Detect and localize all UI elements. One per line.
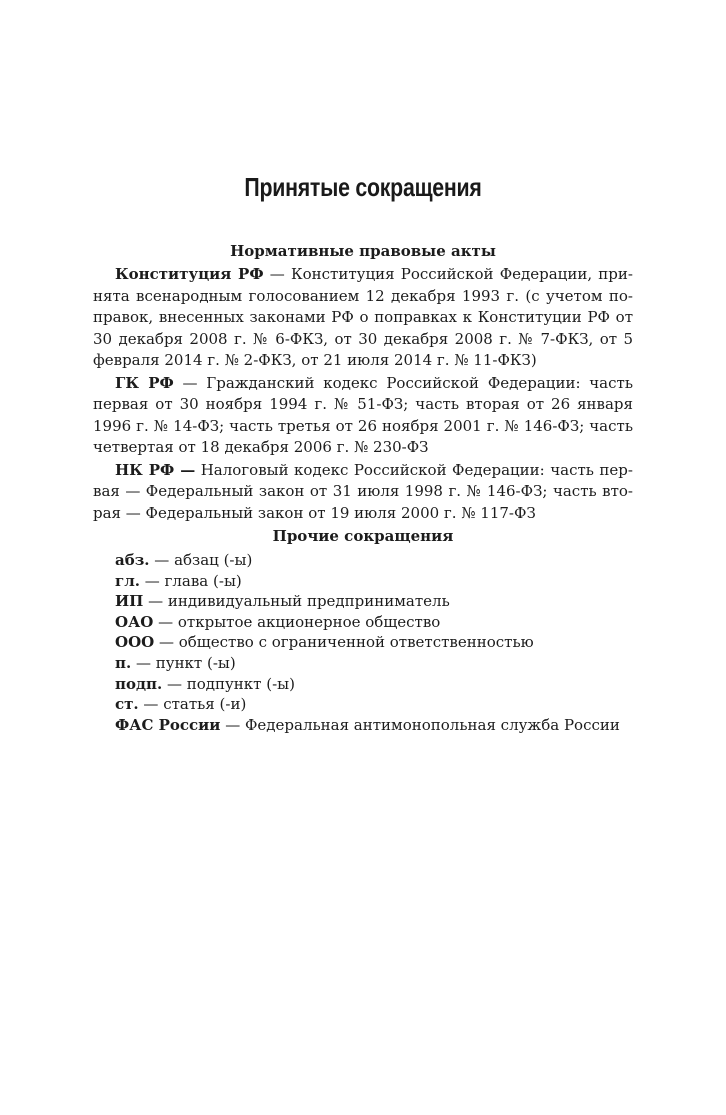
section-other-abbreviations (93, 525, 633, 547)
abbr-text: — подпункт (-ы) (162, 674, 295, 693)
section-legal-acts (93, 240, 633, 262)
abbr-text: — открытое акционерное общество (153, 612, 441, 631)
abbr-term: ООО (115, 633, 155, 652)
entry-civil-code (93, 373, 633, 459)
abbr-term: гл. (115, 571, 140, 590)
entry-separator: — (263, 265, 291, 283)
abbr-term: п. (115, 653, 132, 672)
page-title: Принятые сокращения (244, 172, 482, 202)
list-item (115, 550, 633, 571)
section-heading-legal-acts: Нормативные правовые акты (230, 242, 496, 260)
entry-term: ГК РФ (115, 373, 174, 392)
abbr-term: ИП (115, 592, 144, 611)
abbr-term: абз. (115, 551, 150, 569)
entry-tax-code (93, 460, 633, 525)
entry-term: Конституция РФ (115, 265, 264, 283)
list-item (115, 653, 633, 674)
entry-text: Налоговый кодекс Российской Федерации: часть первая — Федеральный закон от 31 июля 1998 г. № 146-ФЗ; часть вторая — Федеральный закон от 19 июля 2000 г. № 117-ФЗ (93, 460, 633, 522)
abbr-text: — пункт (-ы) (131, 653, 236, 672)
abbreviation-list (115, 550, 633, 735)
abbr-text: — абзац (-ы) (149, 551, 253, 569)
legal-acts-list (93, 264, 633, 525)
abbr-term: ОАО (115, 612, 154, 631)
list-item (115, 591, 633, 612)
list-item (115, 715, 633, 736)
list-item (115, 632, 633, 653)
abbr-text: — статья (-и) (138, 695, 247, 714)
list-item (115, 612, 633, 633)
list-item (115, 694, 633, 715)
abbr-term: ст. (115, 695, 139, 714)
entry-separator: — (173, 373, 207, 392)
entry-constitution (93, 264, 633, 372)
abbr-text: — Федеральная антимонопольная служба России (220, 715, 620, 734)
abbr-term: ФАС России (115, 715, 221, 734)
list-item (115, 571, 633, 592)
abbr-text: — общество с ограниченной ответственностью (154, 633, 534, 652)
list-item (115, 674, 633, 695)
abbr-text: — глава (-ы) (140, 571, 242, 590)
entry-text: Гражданский кодекс Российской Федерации: часть первая от 30 ноября 1994 г. № 51-ФЗ; часть вторая от 26 января 1996 г. № 14-ФЗ; часть третья от 26 ноября 2001 г. № 146-ФЗ; часть четвертая от 18 декабря 2006 г. № 230-ФЗ (93, 373, 633, 456)
abbr-term: подп. (115, 674, 163, 693)
entry-term: НК РФ — (115, 460, 196, 479)
entry-text: Конституция Российской Федерации, принята всенародным голосованием 12 декабря 1993 г. (с учетом поправок, внесенных законами РФ о поправках к Конституции РФ от 30 декабря 2008 г. № 6-ФКЗ, от 30 декабря 2008 г. № 7-ФКЗ, от 5 февраля 2014 г. № 2-ФКЗ, от 21 июля 2014 г. № 11-ФКЗ) (93, 265, 633, 369)
section-heading-other: Прочие сокращения (272, 527, 454, 545)
abbr-text: — индивидуальный предприниматель (143, 592, 450, 611)
